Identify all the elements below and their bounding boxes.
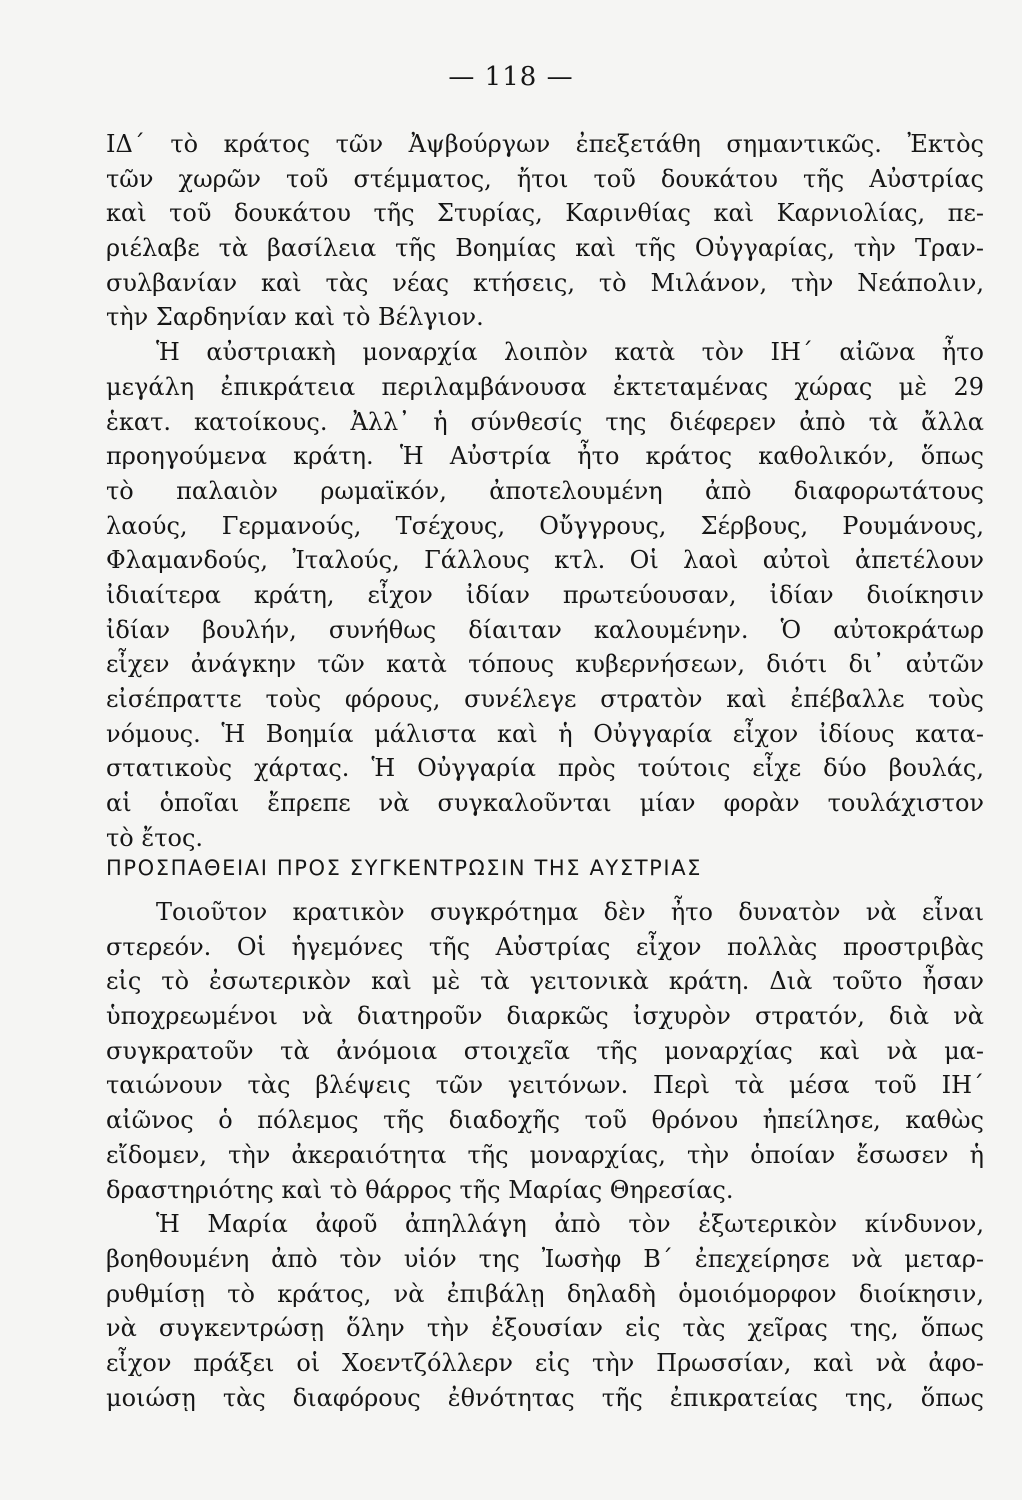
text-line: λαούς, Γερμανούς, Τσέχους, Οὔγγρους, Σέρβους, Ρουμάνους, <box>106 511 984 540</box>
page-number: — 118 — <box>448 62 574 92</box>
text-line: ἰδιαίτερα κράτη, εἶχον ἰδίαν πρωτεύουσαν, ἰδίαν διοίκησιν <box>106 580 984 609</box>
text-line: συγκρατοῦν τὰ ἀνόμοια στοιχεῖα τῆς μοναρχίας καὶ νὰ μα- <box>106 1036 984 1065</box>
text-line: ἑκατ. κατοίκους. Ἀλλ᾽ ἡ σύνθεσίς της διέφερεν ἀπὸ τὰ ἄλλα <box>106 407 984 436</box>
text-line: δραστηριότης καὶ τὸ θάρρος τῆς Μαρίας Θηρεσίας. <box>106 1175 734 1204</box>
text-line: τῶν χωρῶν τοῦ στέμματος, ἤτοι τοῦ δουκάτου τῆς Αὐστρίας <box>106 164 984 193</box>
text-line: νὰ συγκεντρώσῃ ὅλην τὴν ἐξουσίαν εἰς τὰς χεῖρας της, ὅπως <box>106 1314 984 1343</box>
text-line: αἰῶνος ὁ πόλεμος τῆς διαδοχῆς τοῦ θρόνου ἠπείλησε, καθὼς <box>106 1106 984 1135</box>
text-line: καὶ τοῦ δουκάτου τῆς Στυρίας, Καρινθίας καὶ Καρνιολίας, πε- <box>106 199 984 228</box>
text-line: προηγούμενα κράτη. Ἡ Αὐστρία ἦτο κράτος καθολικόν, ὅπως <box>106 442 984 471</box>
text-line: τὸ ἔτος. <box>106 823 204 852</box>
text-line: Ἡ Μαρία ἀφοῦ ἀπηλλάγη ἀπὸ τὸν ἐξωτερικὸν κίνδυνον, <box>156 1210 984 1239</box>
text-line: ριέλαβε τὰ βασίλεια τῆς Βοημίας καὶ τῆς Οὐγγαρίας, τὴν Τραν- <box>106 234 984 263</box>
text-line: μεγάλη ἐπικράτεια περιλαμβάνουσα ἐκτεταμένας χώρας μὲ 29 <box>106 372 984 401</box>
text-line: Ἡ αὐστριακὴ μοναρχία λοιπὸν κατὰ τὸν ΙΗ΄ αἰῶνα ἦτο <box>156 338 984 367</box>
text-line: ἰδίαν βουλήν, συνήθως δίαιταν καλουμένην. Ὁ αὐτοκράτωρ <box>106 615 984 644</box>
text-line: στερεόν. Οἱ ἡγεμόνες τῆς Αὐστρίας εἶχον πολλὰς προστριβὰς <box>106 932 984 961</box>
text-line: τὴν Σαρδηνίαν καὶ τὸ Βέλγιον. <box>106 303 484 332</box>
text-line: τὸ παλαιὸν ρωμαϊκόν, ἀποτελουμένη ἀπὸ διαφορωτάτους <box>106 476 984 505</box>
text-line: ΙΔ΄ τὸ κράτος τῶν Ἀψβούργων ἐπεξετάθη σημαντικῶς. Ἐκτὸς <box>106 130 984 158</box>
text-line: Φλαμανδούς, Ἰταλούς, Γάλλους κτλ. Οἱ λαοὶ αὐτοὶ ἀπετέλουν <box>106 546 984 575</box>
text-line: εἰς τὸ ἐσωτερικὸν καὶ μὲ τὰ γειτονικὰ κράτη. Διὰ τοῦτο ἦσαν <box>106 967 984 996</box>
text-line: εἰσέπραττε τοὺς φόρους, συνέλεγε στρατὸν καὶ ἐπέβαλλε τοὺς <box>106 685 984 713</box>
text-line: ὑποχρεωμένοι νὰ διατηροῦν διαρκῶς ἰσχυρὸν στρατόν, διὰ νὰ <box>106 1002 984 1031</box>
section-1-body <box>106 127 984 855</box>
text-line: βοηθουμένη ἀπὸ τὸν υἱόν της Ἰωσὴφ Β΄ ἐπεχείρησε νὰ μεταρ- <box>106 1244 984 1273</box>
text-line: νόμους. Ἡ Βοημία μάλιστα καὶ ἡ Οὐγγαρία εἶχον ἰδίους κατα- <box>106 719 984 748</box>
text-line: εἴδομεν, τὴν ἀκεραιότητα τῆς μοναρχίας, τὴν ὁποίαν ἔσωσεν ἡ <box>106 1140 984 1169</box>
text-line: ταιώνουν τὰς βλέψεις τῶν γειτόνων. Περὶ τὰ μέσα τοῦ ΙΗ΄ <box>106 1071 984 1100</box>
text-line: ρυθμίσῃ τὸ κράτος, νὰ ἐπιβάλῃ δηλαδὴ ὁμοιόμορφον διοίκησιν, <box>106 1279 984 1308</box>
text-line: Τοιοῦτον κρατικὸν συγκρότημα δὲν ἦτο δυνατὸν νὰ εἶναι <box>156 898 984 926</box>
text-line: συλβανίαν καὶ τὰς νέας κτήσεις, τὸ Μιλάνον, τὴν Νεάπολιν, <box>106 268 984 297</box>
text-line: αἱ ὁποῖαι ἔπρεπε νὰ συγκαλοῦνται μίαν φορὰν τουλάχιστον <box>106 789 984 818</box>
text-line: εἶχεν ἀνάγκην τῶν κατὰ τόπους κυβερνήσεων, διότι δι᾽ αὐτῶν <box>106 650 984 679</box>
text-line: μοιώσῃ τὰς διαφόρους ἐθνότητας τῆς ἐπικρατείας της, ὅπως <box>106 1383 984 1412</box>
section-heading: ΠΡΟΣΠΑΘΕΙΑΙ ΠΡΟΣ ΣΥΓΚΕΝΤΡΩΣΙΝ ΤΗΣ ΑΥΣΤΡΙΑΣ <box>106 856 703 880</box>
text-line: στατικοὺς χάρτας. Ἡ Οὐγγαρία πρὸς τούτοις εἶχε δύο βουλάς, <box>106 754 984 783</box>
text-line: εἶχον πράξει οἱ Χοεντζόλλερν εἰς τὴν Πρωσσίαν, καὶ νὰ ἀφο- <box>106 1348 984 1377</box>
section-2-body <box>106 895 984 1415</box>
